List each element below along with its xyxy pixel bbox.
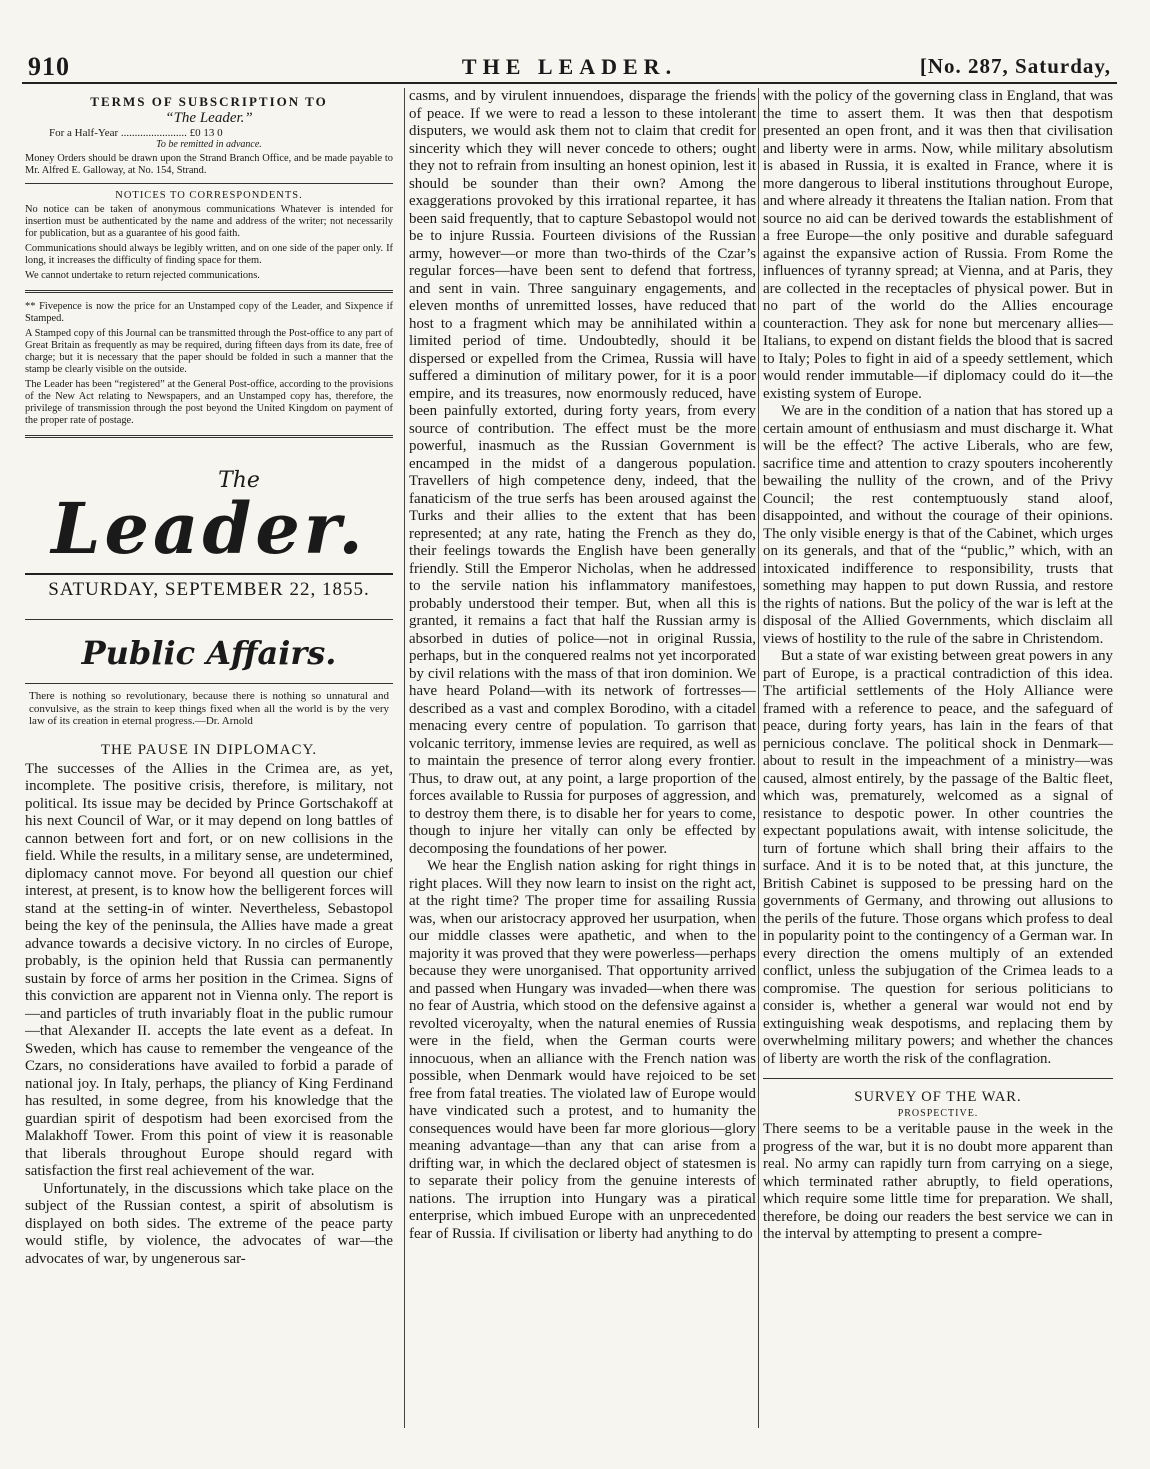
article-title: THE PAUSE IN DIPLOMACY. — [100, 741, 318, 758]
money-orders-text: Money Orders should be drawn upon the Strand Branch Office, and be made payable to Mr. Alfred E. Galloway, at No. 154, Strand. — [25, 153, 393, 176]
article-paragraph: The successes of the Allies in the Crimea are, as yet, incomplete. The positive crisis, therefore, is military, not political. Its issue may be decided by Prince Gortschakoff at his next Council of War, or it may depend on long battles of cannon between fort and fort, or on new collisions in the field. While the results, in a military sense, are undetermined, diplomacy cannot move. For beyond all question our chief interest, at present, is to know how the belligerent forces will stand at the setting-in of winter. Nevertheless, Sebastopol being the key of the peninsula, the Allies have made a great advance towards a decisive victory. In no circles of Europe, probably, is the opinion held that Russia can permanently sustain by force of arms her position in the Crimea. Signs of this conviction are apparent not in Vienna only. The report is—and particles of truth invariably float in the public rumour—that Alexander II. accepts the late event as a defeat. In Sweden, which has cause to remember the vengeance of the Czars, no considerations have availed to forbid a parade of national joy. In Italy, perhaps, the pliancy of King Ferdinand has resulted, in some degree, from his knowledge that the guardian spirit of despotism had been exorcised from the Malakhoff Tower. From this point of view it is reasonable that liberals throughout Europe should regard with satisfaction the first real achievement of the war. — [25, 760, 393, 1179]
rate-value: £0 13 0 — [189, 127, 223, 139]
divider — [25, 290, 393, 293]
epigraph: There is nothing so revolutionary, because there is nothing so unnatural and convulsive, as the strain to keep things fixed when all the world is by the very law of its creation in eternal progress.—Dr. Arnold — [25, 683, 393, 728]
notices-title: NOTICES TO CORRESPONDENTS. — [115, 190, 303, 201]
article-paragraph: We are in the condition of a nation that has stored up a certain amount of enthusiasm and must discharge it. What will be the effect? The active Liberals, who are few, sacrifice time and attention to crazy spouters incoherently bewailing the nullity of the crown, and of the Privy Council; the rest contemptuously stand aloof, disappointed, and without the courage of their opinions. The only visible energy is that of the Cabinet, which urges on its generals, and that of the “public,” which, with an intoxicated indifference to responsibility, trusts that something may happen to put down Russia, and restore the rights of nations. But the policy of the war is left at the disposal of the Allied Governments, which disclaim all views of hostility to the rule of the sabre in Christendom. — [763, 403, 1113, 647]
subscription-note: To be remitted in advance. — [156, 139, 262, 150]
pricing-text-2: A Stamped copy of this Journal can be transmitted through the Post-office to any part of Great Britain as frequently as may be required, during fifteen days from its date, free of charge; but it is necessary that the paper should be folded in such a manner that the stamp be clearly visible on the outside. — [25, 328, 393, 375]
notices-text-2: Communications should always be legibly written, and on one side of the paper only. If long, it increases the difficulty of finding space for them. — [25, 243, 393, 266]
section-title: Public Affairs. — [25, 619, 393, 672]
rate-label: For a Half-Year — [49, 127, 119, 139]
survey-paragraph: There seems to be a veritable pause in the week in the progress of the war, but it is no doubt more apparent than real. No army can rapidly turn from carrying on a siege, which terminated rather abruptly, to field operations, which require some little time for preparation. We shall, therefore, be doing our readers the best service we can in the interval by attempting to present a compre- — [763, 1121, 1113, 1242]
divider — [25, 183, 393, 184]
survey-title: SURVEY OF THE WAR. — [763, 1078, 1113, 1106]
notices-text-3: We cannot undertake to return rejected communications. — [25, 270, 260, 281]
divider — [25, 435, 393, 438]
article-paragraph: We hear the English nation asking for right things in right places. Will they now learn to insist on the right act, at the right time? The proper time for assailing Russia was, when our aristocracy approved her usurpation, when our middle classes were apathetic, and when to the majority it was proved that they were powerless—perhaps because they were unorganised. That opportunity arrived and passed when Hungary was invaded—when there was no fear of Austria, which stood on the defensive against a revolted viceroyalty, when the natural enemies of Russia were in the field, when the German courts were innocuous, when an alliance with the French nation was possible, when Denmark would have rejoiced to be set free from fatal treaties. The violated law of Europe would have vindicated such a protest, and to humanity the consequences would have been far more glorious—glory meaning advantage—than any that can arise from a drifting war, in which the declared object of statesmen is to separate their policy from the genuine interests of nations. The irruption into Hungary was a piratical enterprise, which imbued Europe with an unprecedented fear of Russia. If civilisation or liberty had anything to do — [409, 858, 756, 1242]
logo-the: The — [218, 468, 260, 493]
subscription-rate: For a Half-Year ........................ £0 13 0 — [49, 127, 223, 139]
newspaper-logo — [25, 468, 393, 570]
survey-subtitle: PROSPECTIVE. — [897, 1108, 979, 1119]
page-header — [22, 52, 1117, 84]
column-middle — [404, 88, 756, 1428]
pricing-text-1: *⁩* Fivepence is now the price for an Unstamped copy of the Leader, and Sixpence if Stamped. — [25, 301, 393, 324]
subscription-paper-name: “The Leader.” — [165, 110, 253, 126]
page-number: 910 — [28, 52, 70, 81]
notices-text-1: No notice can be taken of anonymous communications Whatever is intended for insertion must be authenticated by the name and address of the writer; not necessarily for publication, but as a guarantee of his good faith. — [25, 204, 393, 239]
article-paragraph: Unfortunately, in the discussions which take place on the subject of the Russian contest, a spirit of absolutism is displayed on both sides. The extreme of the peace party would stifle, by violence, the advocates of war—the advocates of war, by ungenerous sar- — [25, 1180, 393, 1267]
article-paragraph: with the policy of the governing class in England, that was the time to assert them. It was then that despotism presented an open front, and it was then that civilisation and liberty were in arms. Now, while military absolutism is abased in Russia, it is exalted in France, where it is more dangerous to liberal institutions throughout Europe, and where already it threatens the Italian nation. From that source no aid can be derived towards the establishment of a free Europe—the only positive and durable safeguard against the expansive action of Russia. From Rome the influences of tyranny spread; at Vienna, and at Paris, they are collected in the receptacles of physical power. But in no part of the world do the Allies encourage counteraction. They ask for none but mercenary allies—Italians, to expend on distant fields the blood that is sacred to Italy; Poles to fight in aid of a speedy settlement, which would render immutable—if diplomacy could do it—the existing system of Europe. — [763, 88, 1113, 402]
article-paragraph: casms, and by virulent innuendoes, disparage the friends of peace. If we were to read a lesson to these intolerant disputers, we would ask them not to claim that credit for sincerity which they will never concede to others; ought they not to refrain from insulting an honest opinion, lest it should be sounder than their own? Among the exaggerations provoked by this irrational repartee, it has been said frequently, that to capture Sebastopol would not be to injure Russia. Fourteen divisions of the Russian army, however—or more than two-thirds of the Czar’s regular forces—have been sent to defend that fortress, and sent in vain. Three sanguinary engagements, and eleven months of unremitted losses, have reduced that host to a fragment which may be annihilated within a limited period of time. Undoubtedly, should it be dispersed or expelled from the Crimea, Russia will have suffered a diminution of military power, for it is a poor empire, and its treasures, now enormously reduced, have been painfully extorted, during forty years, from every source of contribution. The effect must be the more powerful, inasmuch as the Russian Government is encamped in the midst of a dangerous population. Travellers of high competence deny, indeed, that the fanaticism of the true serfs has been aroused against the Turks and their allies to the extent that has been represented; at any rate, hating the French as they do, their feelings towards the English have been generally friendly. Still the Emperor Nicholas, when he addressed to the servile nation his inflammatory manifestoes, probably understood their temper. But, when all this is granted, it remains a fact that half the Russian army is absorbed in duties of police—not in original Russia, perhaps, but in the conquered realms not yet incorporated by civil relations with the mass of that iron dominion. We have heard Poland—with its network of fortresses—described as a vast and complex Borodino, with a citadel menacing every centre of population. To garrison that volcanic territory, immense levies are required, as well as to maintain the presence of terror along every frontier. Thus, to draw out, at any point, a large proportion of the forces available to Russia for purposes of aggression, and to destroy them there, is to disable her for years to come, though to injure her vitally can only be effected by decomposing the foundations of her power. — [409, 88, 756, 857]
column-left — [25, 88, 393, 1428]
column-right — [758, 88, 1113, 1428]
running-title: THE LEADER. — [461, 54, 678, 79]
issue-number: [No. 287, Saturday, — [919, 54, 1111, 78]
subscription-title: TERMS OF SUBSCRIPTION TO — [90, 94, 328, 109]
article-paragraph: But a state of war existing between great powers in any part of Europe, is a practical contradiction of this idea. The artificial settlements of the Holy Alliance were framed with a reference to peace, and the safeguard of peace, during forty years, has lain in the fears of that pernicious conclave. The political shock in Denmark—about to result in the impeachment of a ministry—was caused, almost entirely, by the passage of the Baltic fleet, which was, prematurely, welcomed as a signal of resistance to despotic power. In other countries the expectant populations await, with intense solicitude, the turn of fortune which shall bring their affairs to the surface. And it is to be noted that, at this juncture, the British Cabinet is supposed to be pressing hard on the governments of Germany, and throwing out allusions to the perils of the future. Those organs which profess to deal in popularity point to the contingency of a German war. In every direction the omens multiply of an extended conflict, unless the subjugation of the Crimea leads to a compromise. The question for serious politicians to consider is, whether a general war would not end by extinguishing weak despotisms, and replacing them by overwhelming military powers; and whether the chances of liberty are worth the risk of the conflagration. — [763, 648, 1113, 1067]
article-body-left — [25, 761, 393, 1269]
pricing-text-3: The Leader has been “registered” at the General Post-office, according to the provisions of the New Act relating to Newspapers, and an Unstamped copy has, therefore, the privilege of transmission through the post beyond the United Kingdom on payment of the proper rate of postage. — [25, 379, 393, 426]
logo-main: Leader. — [51, 487, 367, 570]
dateline: SATURDAY, SEPTEMBER 22, 1855. — [25, 573, 393, 601]
